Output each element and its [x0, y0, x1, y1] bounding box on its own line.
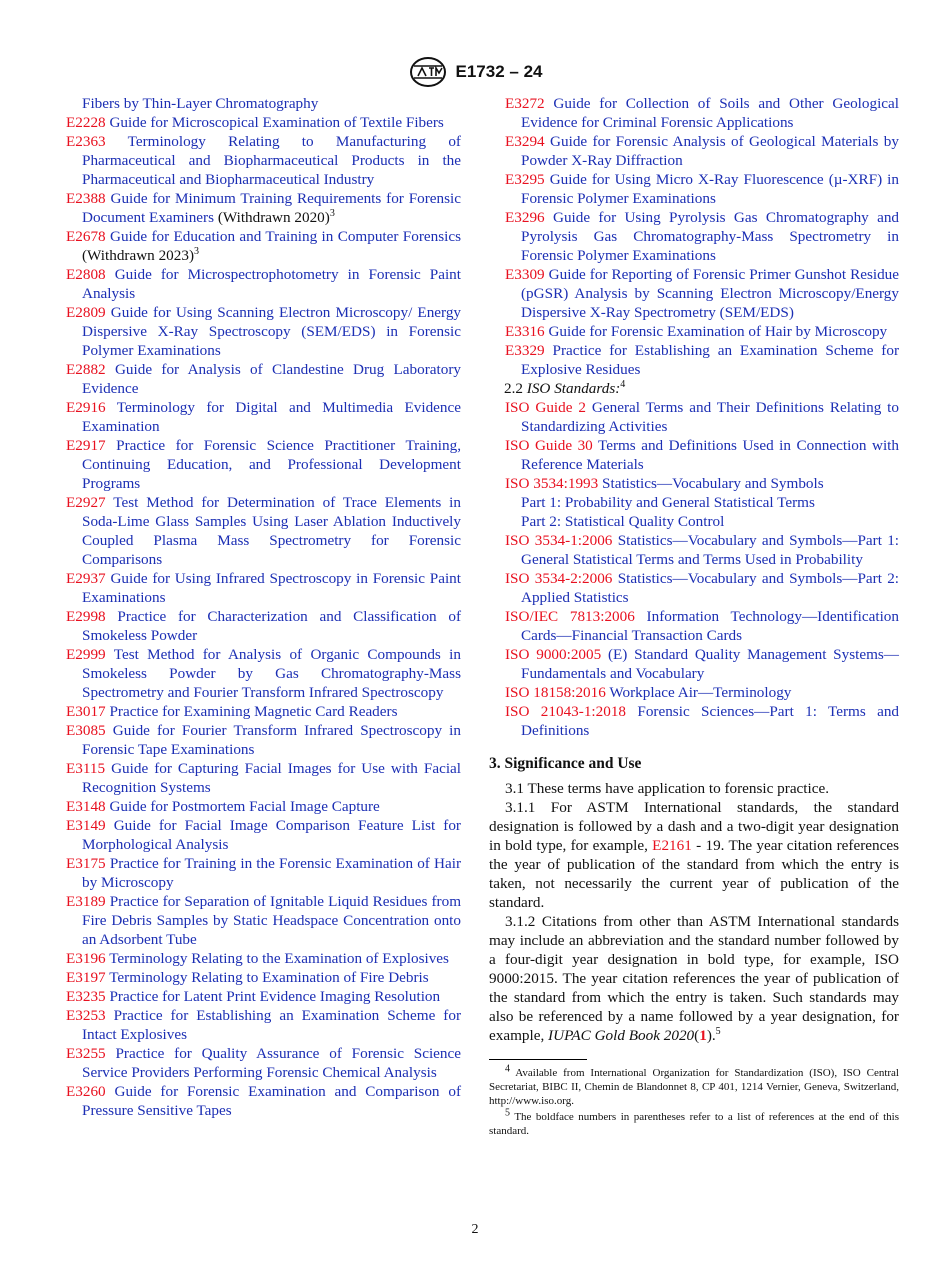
footnotes [489, 1063, 899, 1138]
page-header [0, 56, 950, 88]
reference-code-link[interactable]: ISO 18158:2016 [505, 684, 606, 701]
reference-title[interactable]: Part 2: Statistical Quality Control [521, 513, 725, 530]
footnote: $^4$ Available from International Organization for Standardization (ISO), ISO Central Secretariat, BIBC II, Chemin de Blandonnet 8, CP 401, 1214 Vernier, Geneva, Switzerland, http://www.iso.org. [489, 1063, 899, 1107]
reference-code-link[interactable]: E2917 [66, 437, 106, 454]
reference-entry [505, 341, 899, 379]
paragraph-3-1: 3.1 These terms have application to forensic practice. [505, 780, 830, 797]
reference-code-link[interactable]: ISO Guide 2 [505, 399, 586, 416]
reference-entry [66, 569, 461, 607]
reference-entry [505, 322, 899, 341]
reference-code-link[interactable]: ISO 3534:1993 [505, 475, 599, 492]
reference-title[interactable]: Statistics—Vocabulary and Symbols [602, 475, 824, 492]
reference-entry [505, 702, 899, 740]
reference-entry [66, 854, 461, 892]
reference-title[interactable]: Guide for Microscopical Examination of Textile Fibers [109, 114, 444, 131]
right-column [489, 94, 900, 1140]
reference-entry [505, 398, 899, 436]
reference-entry [66, 113, 461, 132]
reference-entry [66, 398, 461, 436]
reference-code-link[interactable]: E3175 [66, 855, 106, 872]
reference-code-link[interactable]: ISO/IEC 7813:2006 [505, 608, 635, 625]
reference-code-link[interactable]: E2999 [66, 646, 106, 663]
reference-entry [66, 94, 461, 113]
reference-code-link[interactable]: E3309 [505, 266, 545, 283]
reference-code-link[interactable]: ISO 9000:2005 [505, 646, 602, 663]
reference-title[interactable]: General Terms and Their Definitions Relating to Standardizing Activities [521, 399, 899, 435]
reference-entry [66, 797, 461, 816]
reference-entry [66, 607, 461, 645]
paragraph-3-1-2: 3.1.2 Citations from other than ASTM International standards may include an abbreviation and the standard number followed by a four-digit year designation in bold type, for example, ISO 9000:2015. The year citation references the year of publication of the standard from which the entry is taken. Such standards may also be referenced by a name followed by a year designation, for example, IUPAC Gold Book 2020(1).$^5$ [489, 913, 899, 1044]
reference-title[interactable]: Guide for Forensic Analysis of Geological Materials by Powder X-Ray Diffraction [521, 133, 899, 169]
reference-title[interactable]: (E) Standard Quality Management Systems—Fundamentals and Vocabulary [521, 646, 899, 682]
reference-title[interactable]: Guide for Facial Image Comparison Feature List for Morphological Analysis [82, 817, 461, 853]
reference-code-link[interactable]: E3272 [505, 95, 545, 112]
reference-entry [505, 683, 899, 702]
reference-code-link[interactable]: E3294 [505, 133, 545, 150]
reference-entry [66, 949, 461, 968]
reference-title[interactable]: Practice for Latent Print Evidence Imaging Resolution [109, 988, 441, 1005]
reference-title[interactable]: Terminology Relating to the Examination of Explosives [109, 950, 449, 967]
reference-code-link[interactable]: E3085 [66, 722, 106, 739]
reference-entry [66, 1006, 461, 1044]
reference-entry [505, 436, 899, 474]
reference-code-link[interactable]: E3197 [66, 969, 106, 986]
reference-entry [505, 132, 899, 170]
iso-standards-heading: 2.2 ISO Standards:$^4$ [504, 378, 626, 397]
reference-title[interactable]: Practice for Examining Magnetic Card Readers [109, 703, 398, 720]
reference-title[interactable]: Practice for Quality Assurance of Forensic Science Service Providers Performing Forensic Chemical Analysis [82, 1045, 461, 1081]
reference-title[interactable]: Statistics—Vocabulary and Symbols—Part 2: Applied Statistics [521, 570, 900, 606]
reference-entry [66, 227, 461, 265]
reference-code-link[interactable]: E2927 [66, 494, 106, 511]
designation-title: E1732 – 24 [455, 62, 543, 81]
reference-title[interactable]: Guide for Using Micro X-Ray Fluorescence (µ-XRF) in Forensic Polymer Examinations [521, 171, 899, 207]
reference-code-link[interactable]: E3189 [66, 893, 106, 910]
reference-entry [66, 265, 461, 303]
right-reference-list [505, 94, 899, 379]
footnote-marker: 3 [194, 245, 199, 257]
reference-entry [66, 189, 461, 227]
reference-title[interactable]: Guide for Forensic Examination of Hair by Microscopy [548, 323, 888, 340]
reference-code-link[interactable]: E2937 [66, 570, 106, 587]
reference-title[interactable]: Guide for Education and Training in Computer Forensics [110, 228, 461, 245]
reference-code-link[interactable]: E3149 [66, 817, 106, 834]
withdrawn-note: (Withdrawn 2023) [82, 247, 194, 264]
reference-title[interactable]: Guide for Reporting of Forensic Primer Gunshot Residue (pGSR) Analysis by Scanning Electron Microscopy/Energy Dispersive X-Ray Spectrometry (SEM/EDS) [521, 266, 899, 321]
reference-entry [505, 531, 899, 569]
reference-title[interactable]: Test Method for Analysis of Organic Compounds in Smokeless Powder by Gas Chromatography-Mass Spectrometry and Fourier Transform Infrared Spectroscopy [82, 646, 461, 701]
reference-title[interactable]: Statistics—Vocabulary and Symbols—Part 1: General Statistical Terms and Terms Used in Probability [521, 532, 900, 568]
reference-entry [505, 645, 899, 683]
reference-title[interactable]: Information Technology—Identification Cards—Financial Transaction Cards [521, 608, 899, 644]
reference-entry [66, 892, 461, 949]
reference-title[interactable]: Terminology Relating to Manufacturing of Pharmaceutical and Biopharmaceutical Products in the Pharmaceutical and Biopharmaceutical Industry [82, 133, 461, 188]
reference-title[interactable]: Part 1: Probability and General Statistical Terms [521, 494, 815, 511]
reference-entry [505, 170, 899, 208]
reference-code-link[interactable]: E3255 [66, 1045, 106, 1062]
reference-code-link[interactable]: E2809 [66, 304, 106, 321]
section-heading: 3. Significance and Use [489, 755, 642, 772]
reference-title[interactable]: Practice for Separation of Ignitable Liquid Residues from Fire Debris Samples by Static Headspace Concentration onto an Adsorbent Tube [82, 893, 462, 948]
withdrawn-note: (Withdrawn 2020) [217, 209, 330, 226]
reference-entry [66, 132, 461, 189]
reference-entry [505, 607, 899, 645]
reference-title[interactable]: Guide for Capturing Facial Images for Use with Facial Recognition Systems [82, 760, 461, 796]
reference-entry [505, 208, 899, 265]
footnote-divider [489, 1059, 587, 1060]
reference-code-link[interactable]: E2882 [66, 361, 106, 378]
reference-code-link[interactable]: ISO 3534-2:2006 [505, 570, 613, 587]
left-column [66, 94, 461, 1120]
reference-entry [66, 1082, 461, 1120]
reference-title[interactable]: Guide for Fourier Transform Infrared Spectroscopy in Forensic Tape Examinations [82, 722, 461, 758]
reference-title[interactable]: Practice for Training in the Forensic Examination of Hair by Microscopy [82, 855, 461, 891]
reference-title[interactable]: Practice for Characterization and Classification of Smokeless Powder [82, 608, 462, 644]
reference-entry [505, 493, 899, 512]
reference-entry [505, 265, 899, 322]
reference-link-e2161[interactable]: E2161 [652, 837, 692, 854]
iso-reference-list [505, 398, 899, 740]
reference-code-link[interactable]: E3296 [505, 209, 545, 226]
footnote-marker: 3 [329, 207, 335, 219]
reference-entry [66, 1044, 461, 1082]
page-number: 2 [471, 1222, 479, 1237]
reference-title[interactable]: Guide for Minimum Training Requirements for Forensic Document Examiners [82, 190, 461, 226]
reference-title[interactable]: Terms and Definitions Used in Connection with Reference Materials [521, 437, 899, 473]
reference-entry [505, 474, 899, 493]
reference-title[interactable]: Practice for Establishing an Examination Scheme for Intact Explosives [82, 1007, 462, 1043]
reference-entry [66, 816, 461, 854]
reference-title[interactable]: Fibers by Thin-Layer Chromatography [82, 95, 319, 112]
reference-title[interactable]: Forensic Sciences—Part 1: Terms and Definitions [521, 703, 900, 739]
astm-logo-icon [408, 56, 448, 88]
reference-code-link[interactable]: E2808 [66, 266, 106, 283]
reference-code-link[interactable]: E3295 [505, 171, 545, 188]
reference-code-link[interactable]: E3148 [66, 798, 106, 815]
reference-code-link[interactable]: E2388 [66, 190, 106, 207]
reference-code-link[interactable]: E3115 [66, 760, 106, 777]
reference-code-link[interactable]: ISO 21043-1:2018 [505, 703, 627, 720]
reference-entry [66, 721, 461, 759]
reference-title[interactable]: Guide for Using Infrared Spectroscopy in Forensic Paint Examinations [82, 570, 461, 606]
reference-entry [66, 645, 461, 702]
reference-title[interactable]: Terminology Relating to Examination of Fire Debris [109, 969, 429, 986]
reference-entry [505, 512, 899, 531]
reference-title[interactable]: Guide for Analysis of Clandestine Drug Laboratory Evidence [82, 361, 461, 397]
reference-code-link[interactable]: E3316 [505, 323, 545, 340]
citation-link[interactable]: 1 [699, 1027, 707, 1044]
footnote: $^5$ The boldface numbers in parentheses refer to a list of references at the end of this standard. [489, 1107, 899, 1137]
reference-code-link[interactable]: E3017 [66, 703, 106, 720]
reference-title[interactable]: Guide for Microspectrophotometry in Forensic Paint Analysis [82, 266, 461, 302]
reference-code-link[interactable]: E3253 [66, 1007, 106, 1024]
reference-code-link[interactable]: E3196 [66, 950, 106, 967]
reference-title[interactable]: Test Method for Determination of Trace Elements in Soda-Lime Glass Samples Using Laser Ablation Inductively Coupled Plasma Mass Spectrometry for Forensic Comparisons [82, 494, 461, 568]
reference-entry [66, 968, 461, 987]
reference-title[interactable]: Practice for Establishing an Examination Scheme for Explosive Residues [521, 342, 899, 378]
reference-entry [66, 493, 461, 569]
reference-entry [505, 569, 899, 607]
reference-title[interactable]: Terminology for Digital and Multimedia Evidence Examination [82, 399, 461, 435]
reference-code-link[interactable]: E2678 [66, 228, 106, 245]
reference-code-link[interactable]: E3329 [505, 342, 545, 359]
reference-title[interactable]: Guide for Postmortem Facial Image Capture [109, 798, 380, 815]
reference-code-link[interactable]: E2228 [66, 114, 106, 131]
reference-title[interactable]: Guide for Using Pyrolysis Gas Chromatography and Pyrolysis Gas Chromatography-Mass Spectrometry in Forensic Polymer Examinations [521, 209, 900, 264]
reference-code-link[interactable]: E2998 [66, 608, 106, 625]
reference-code-link[interactable]: ISO Guide 30 [505, 437, 593, 454]
reference-entry [505, 94, 899, 132]
reference-entry [66, 436, 461, 493]
reference-entry [66, 702, 461, 721]
reference-entry [66, 759, 461, 797]
reference-code-link[interactable]: E2363 [66, 133, 106, 150]
reference-code-link[interactable]: E2916 [66, 399, 106, 416]
reference-title[interactable]: Guide for Forensic Examination and Comparison of Pressure Sensitive Tapes [82, 1083, 462, 1119]
reference-title[interactable]: Guide for Using Scanning Electron Microscopy/ Energy Dispersive X-Ray Spectroscopy (SEM/EDS) in Forensic Polymer Examinations [82, 304, 462, 359]
reference-title[interactable]: Guide for Collection of Soils and Other Geological Evidence for Criminal Forensic Applications [521, 95, 900, 131]
reference-title[interactable]: Workplace Air—Terminology [609, 684, 792, 701]
reference-code-link[interactable]: E3235 [66, 988, 106, 1005]
reference-entry [66, 987, 461, 1006]
reference-code-link[interactable]: ISO 3534-1:2006 [505, 532, 613, 549]
reference-code-link[interactable]: E3260 [66, 1083, 106, 1100]
reference-entry [66, 360, 461, 398]
reference-title[interactable]: Practice for Forensic Science Practitioner Training, Continuing Education, and Professional Development Programs [82, 437, 462, 492]
paragraph-3-1-1: 3.1.1 For ASTM International standards, the standard designation is followed by a dash and a two-digit year designation in bold type, for example, E2161 - 19. The year citation references the year of publication of the standard from which the entry is taken, not necessarily the current year of publication of the standard. [489, 799, 900, 911]
reference-entry [66, 303, 461, 360]
